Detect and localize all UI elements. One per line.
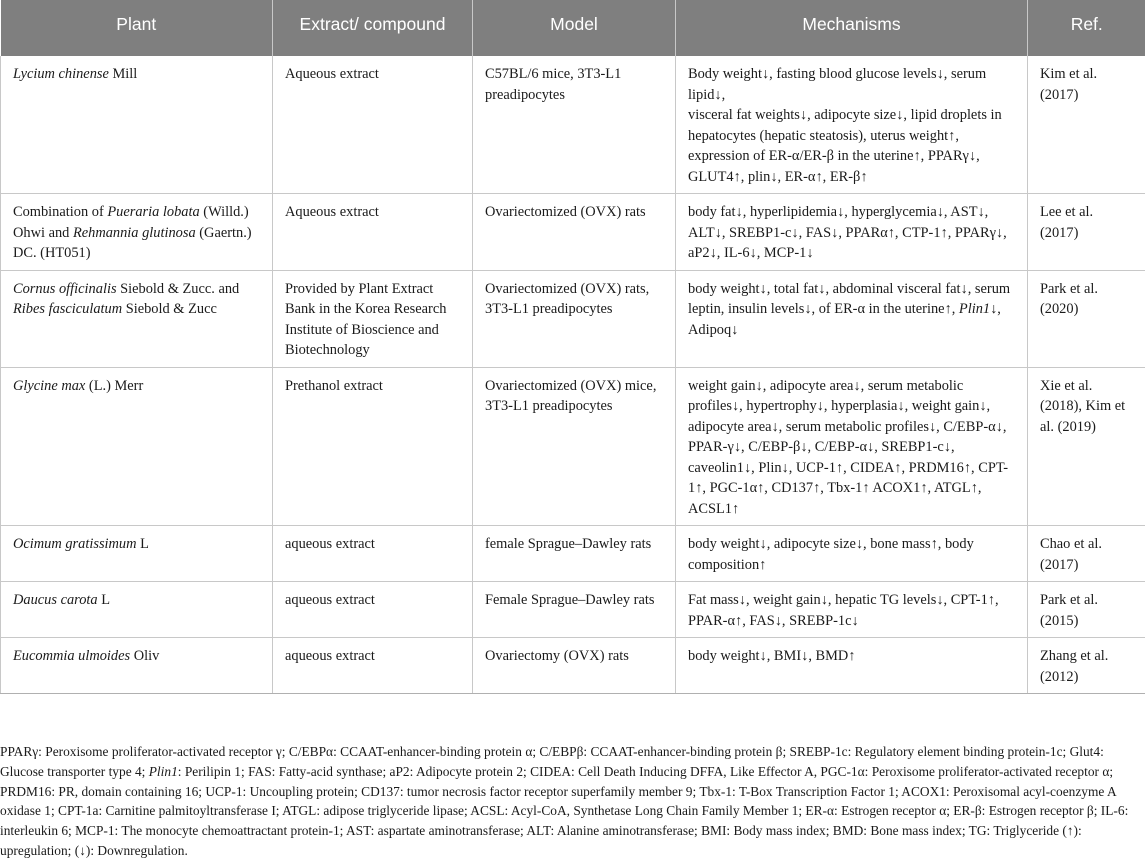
- cell-mechanisms: [676, 526, 1028, 582]
- plant-text-2: (Willd.) Ohwi and: [13, 204, 249, 241]
- mechanisms-text-0: body weight↓, adipocyte size↓, bone mass↑, body composition↑: [688, 536, 974, 573]
- plant-text-0: Glycine max: [13, 377, 86, 394]
- plant-text-3: Siebold & Zucc: [122, 301, 217, 317]
- cell-ref: Kim et al. (2017): [1028, 56, 1145, 194]
- plant-text-1: L: [136, 536, 149, 552]
- footnote-text-0: PPARγ: Peroxisome proliferator-activated receptor γ; C/EBPα: CCAAT-enhancer-binding protein α; C/EBPβ: CCAAT-enhancer-binding protein β; SREBP-1c: Regulatory element binding protein-1c; Glut4: Glucose transporter type 4;: [0, 744, 1104, 779]
- plant-text-2: Ribes fasciculatum: [13, 301, 123, 317]
- cell-plant: [1, 638, 273, 694]
- cell-mechanisms: [676, 582, 1028, 638]
- table-row: [1, 194, 1145, 271]
- cell-ref: Park et al. (2020): [1028, 270, 1145, 367]
- mechanisms-text-2: ↓, Adipoq↓: [688, 301, 1001, 338]
- cell-model: Ovariectomized (OVX) rats, 3T3-L1 preadipocytes: [473, 270, 676, 367]
- plant-text-1: (L.) Merr: [85, 377, 144, 394]
- cell-mechanisms: [676, 56, 1028, 194]
- cell-extract: aqueous extract: [273, 638, 473, 694]
- plant-text-1: Oliv: [130, 648, 160, 664]
- table-row: [1, 638, 1145, 694]
- table-row: [1, 526, 1145, 582]
- cell-plant: [1, 526, 273, 582]
- cell-plant: [1, 56, 273, 194]
- cell-model: Ovariectomy (OVX) rats: [473, 638, 676, 694]
- cell-ref: Zhang et al. (2012): [1028, 638, 1145, 694]
- cell-ref: Lee et al. (2017): [1028, 194, 1145, 271]
- cell-model: Ovariectomized (OVX) rats: [473, 194, 676, 271]
- header-plant: Plant: [1, 0, 273, 56]
- cell-plant: [1, 582, 273, 638]
- plant-text-0: Cornus officinalis: [13, 280, 117, 297]
- cell-extract: Aqueous extract: [273, 194, 473, 271]
- plant-text-1: Siebold & Zucc. and: [116, 280, 240, 297]
- cell-mechanisms: [676, 367, 1028, 526]
- plant-text-1: L: [97, 592, 110, 608]
- cell-mechanisms: [676, 270, 1028, 367]
- plant-text-1: Mill: [108, 66, 138, 82]
- table-row: [1, 582, 1145, 638]
- plant-text-0: Lycium chinense: [13, 66, 109, 82]
- cell-model: Ovariectomized (OVX) mice, 3T3-L1 preadipocytes: [473, 367, 676, 526]
- header-model: Model: [473, 0, 676, 56]
- cell-extract: Aqueous extract: [273, 56, 473, 194]
- cell-extract: Provided by Plant Extract Bank in the Korea Research Institute of Bioscience and Biotechnology: [273, 270, 473, 367]
- table-body: [1, 56, 1145, 694]
- cell-plant: [1, 270, 273, 367]
- plant-text-0: Ocimum gratissimum: [13, 536, 137, 552]
- cell-model: female Sprague–Dawley rats: [473, 526, 676, 582]
- plant-text-3: Rehmannia glutinosa: [72, 224, 196, 241]
- plant-text-0: Daucus carota: [13, 592, 98, 608]
- mechanisms-text-1: Plin1: [958, 301, 991, 317]
- cell-extract: aqueous extract: [273, 582, 473, 638]
- plant-text-0: Combination of: [13, 204, 108, 220]
- footnote-text-2: : Perilipin 1; FAS: Fatty-acid synthase; aP2: Adipocyte protein 2; CIDEA: Cell Death Inducing DFFA, Like Effector A, PGC-1α: Peroxisome proliferator-activated receptor α; PRDM16: PR, domain containing 16; UCP-1: Uncoupling protein; CD137: tumor necrosis factor receptor superfamily member 9; Tbx-1: T-Box Transcription Factor 1; ACOX1: Peroxisomal acyl-coenzyme A oxidase 1; CPT-1a: Carnitine palmitoyltransferase I; ATGL: adipose triglyceride lipase; ACSL: Acyl-CoA, Synthetase Long Chain Family Member 1; ER-α: Estrogen receptor α; ER-β: Estrogen receptor β; IL-6: interleukin 6; MCP-1: The monocyte chemoattractant protein-1; AST: aspartate aminotransferase; ALT: Alanine aminotransferase; BMI: Body mass index; BMD: Bone mass index; TG: Triglyceride (↑): upregulation; (↓): Downregulation.: [0, 763, 1129, 858]
- cell-plant: [1, 194, 273, 271]
- plant-text-0: Eucommia ulmoides: [13, 648, 131, 664]
- footnote-text-1: Plin1: [148, 763, 178, 779]
- header-row: [1, 0, 1145, 56]
- table-row: [1, 367, 1145, 526]
- cell-plant: [1, 367, 273, 526]
- mechanisms-text-0: Fat mass↓, weight gain↓, hepatic TG levels↓, CPT-1↑, PPAR-α↑, FAS↓, SREBP-1c↓: [688, 592, 999, 629]
- table-row: [1, 56, 1145, 194]
- cell-mechanisms: [676, 638, 1028, 694]
- plant-text-1: Pueraria lobata: [107, 204, 200, 220]
- mechanisms-text-0: body fat↓, hyperlipidemia↓, hyperglycemia↓, AST↓, ALT↓, SREBP1-c↓, FAS↓, PPARα↑, CTP-1↑, PPARγ↓, aP2↓, IL-6↓, MCP-1↓: [688, 204, 1007, 261]
- mechanisms-text-0: weight gain↓, adipocyte area↓, serum metabolic profiles↓, hypertrophy↓, hyperplasia↓, weight gain↓, adipocyte area↓, serum metabolic profiles↓, C/EBP-α↓, PPAR-γ↓, C/EBP-β↓, C/EBP-α↓, SREBP1-c↓, caveolin1↓, Plin↓, UCP-1↑, CIDEA↑, PRDM16↑, CPT-1↑, PGC-1α↑, CD137↑, Tbx-1↑ ACOX1↑, ATGL↑, ACSL1↑: [688, 377, 1009, 517]
- mechanisms-text-0: Body weight↓, fasting blood glucose levels↓, serum lipid↓,: [688, 66, 987, 103]
- cell-extract: aqueous extract: [273, 526, 473, 582]
- mechanisms-text-2: visceral fat weights↓, adipocyte size↓, lipid droplets in hepatocytes (hepatic steatosis), uterus weight↑, expression of ER-α/ER-β in the uterine↑, PPARγ↓, GLUT4↑, plin↓, ER-α↑, ER-β↑: [688, 107, 1002, 185]
- header-ref: Ref.: [1028, 0, 1145, 56]
- header-mechanisms: Mechanisms: [676, 0, 1028, 56]
- cell-ref: Chao et al. (2017): [1028, 526, 1145, 582]
- cell-ref: Xie et al. (2018), Kim et al. (2019): [1028, 367, 1145, 526]
- table-row: [1, 270, 1145, 367]
- cell-extract: Prethanol extract: [273, 367, 473, 526]
- mechanisms-text-0: body weight↓, total fat↓, abdominal visceral fat↓, serum leptin, insulin levels↓, of ER-α in the uterine↑,: [688, 280, 1011, 317]
- cell-ref: Park et al. (2015): [1028, 582, 1145, 638]
- cell-model: Female Sprague–Dawley rats: [473, 582, 676, 638]
- plant-text-4: (Gaertn.) DC. (HT051): [13, 224, 252, 261]
- cell-mechanisms: [676, 194, 1028, 271]
- mechanisms-text-0: body weight↓, BMI↓, BMD↑: [688, 648, 856, 664]
- cell-model: C57BL/6 mice, 3T3-L1 preadipocytes: [473, 56, 676, 194]
- header-extract-compound: Extract/ compound: [273, 0, 473, 56]
- table-footnote: [0, 742, 1140, 861]
